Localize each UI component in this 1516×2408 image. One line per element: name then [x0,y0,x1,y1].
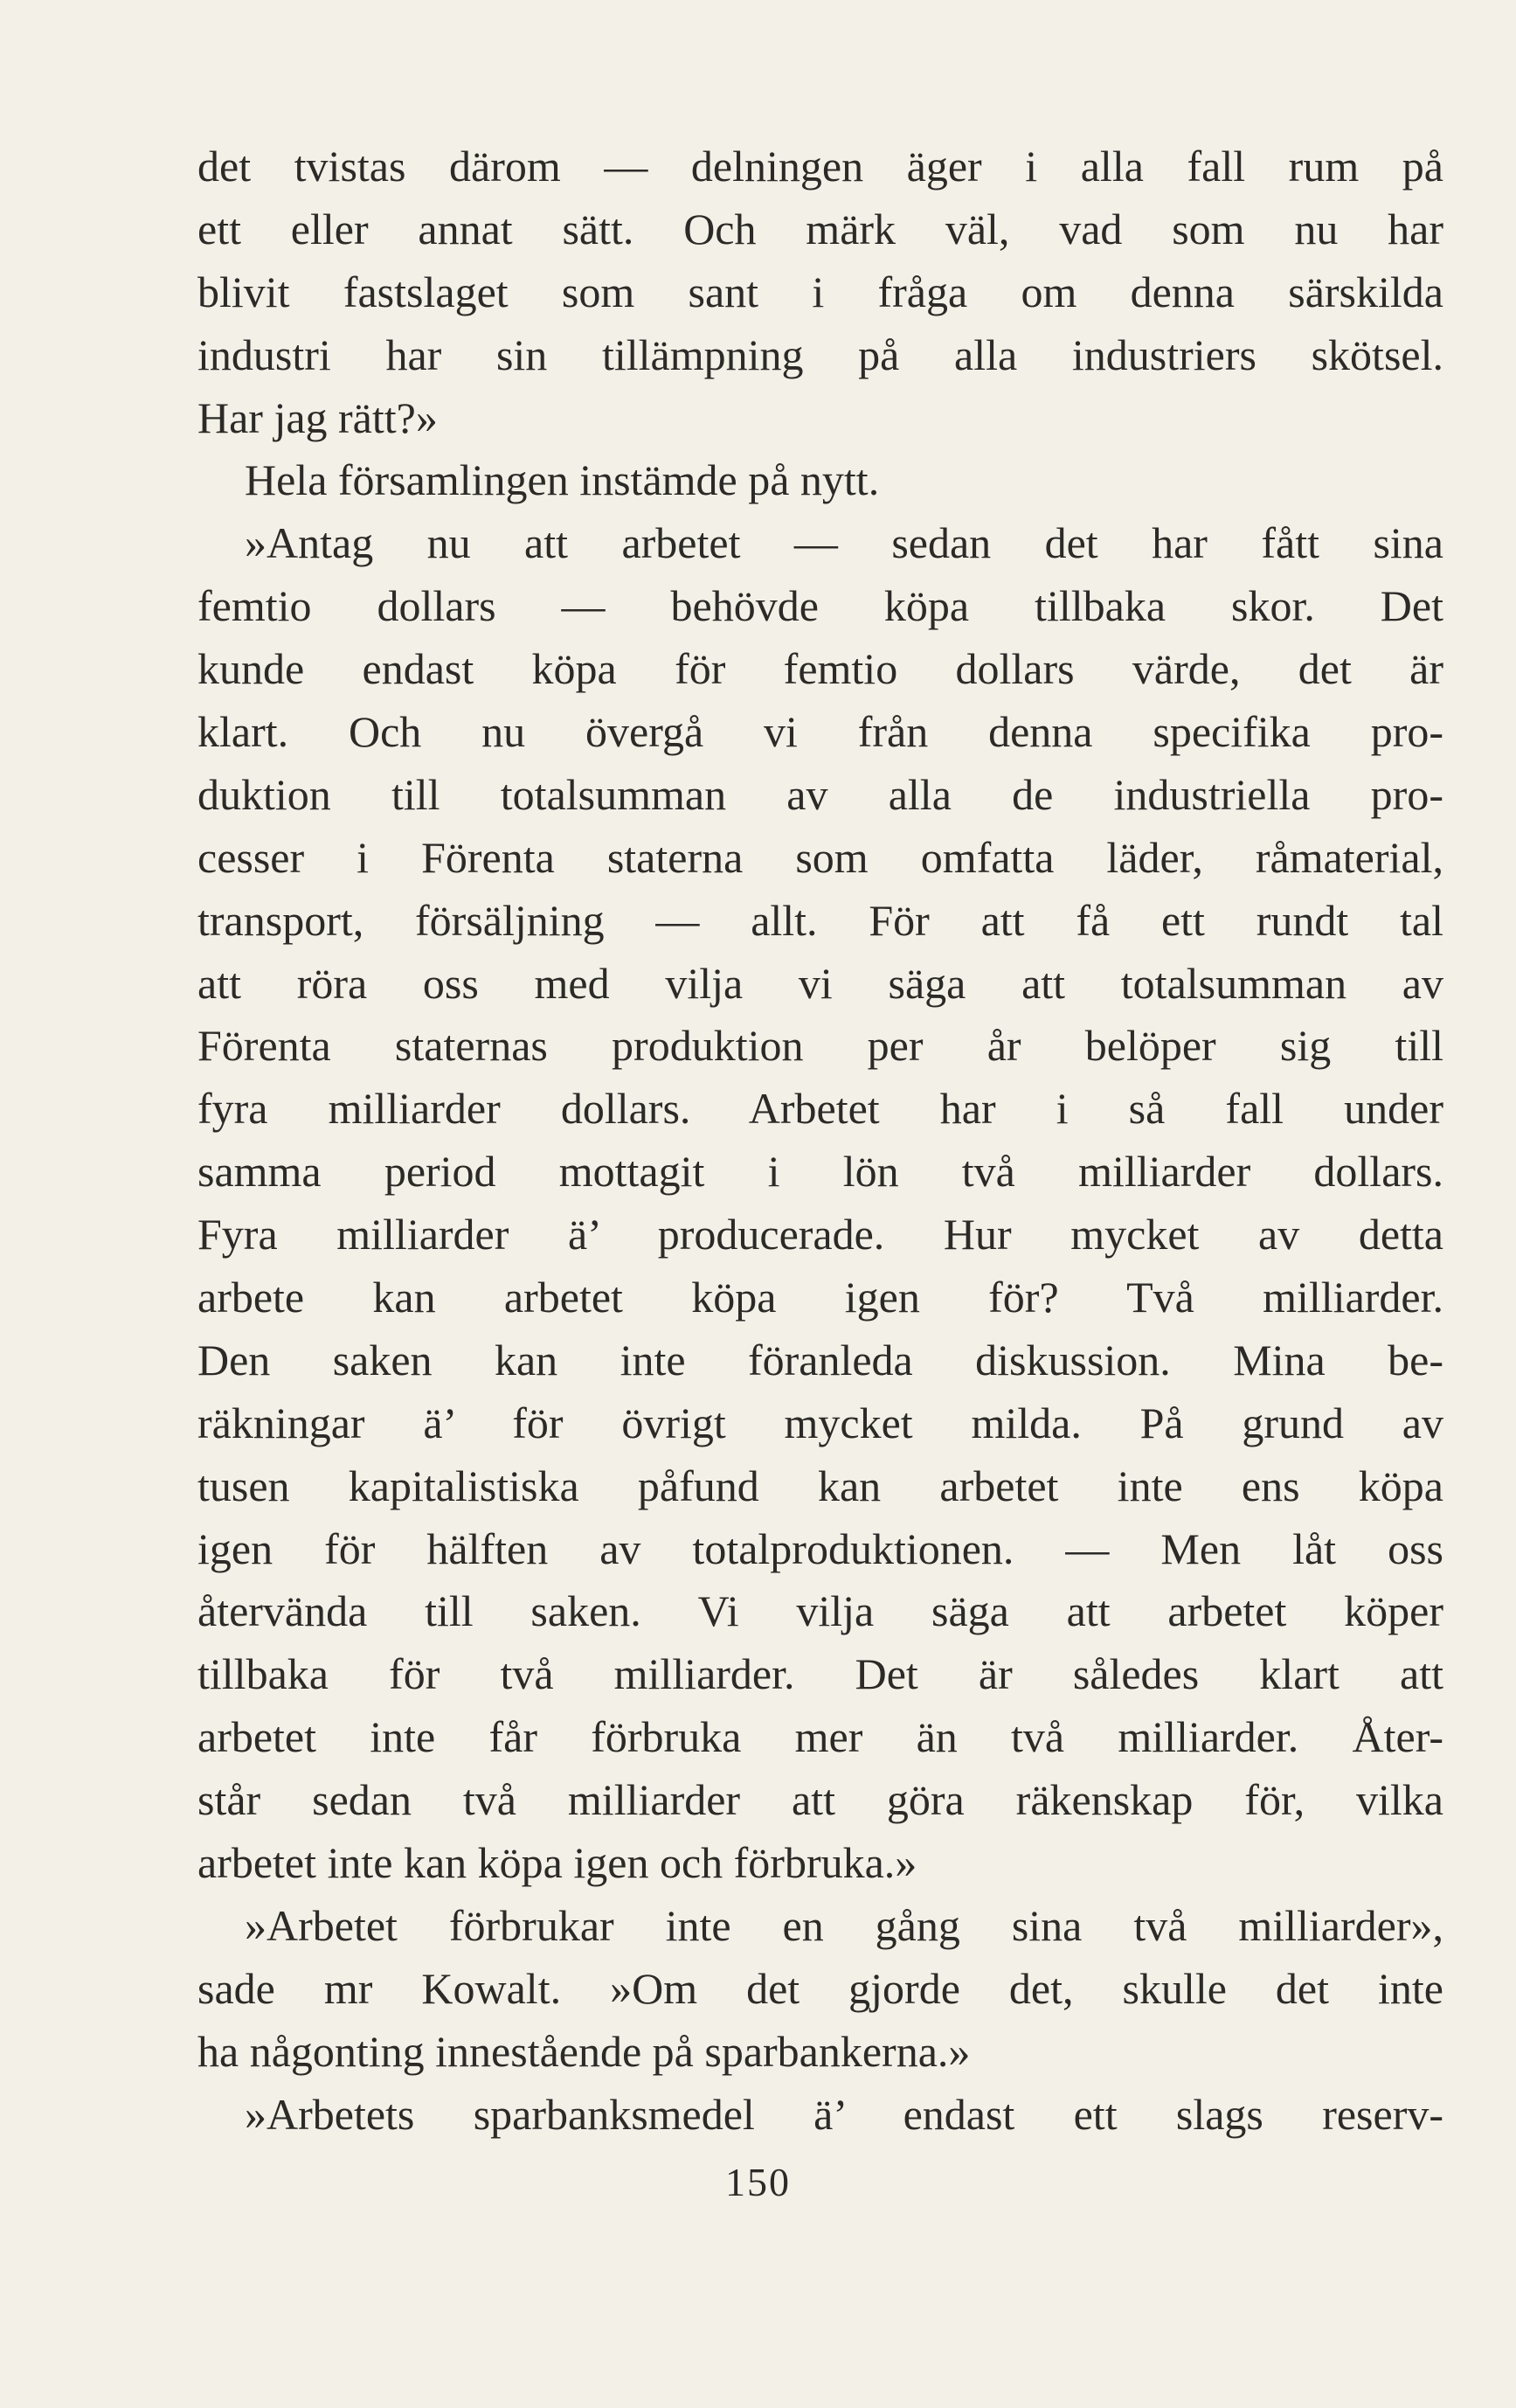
text-line: det tvistas därom — delningen äger i alla fall rum på [197,142,1443,191]
text-line: klart. Och nu övergå vi från denna specifika pro- [197,707,1443,757]
text-line: står sedan två milliarder att göra räkenskap för, vilka [197,1775,1443,1825]
text-line: fyra milliarder dollars. Arbetet har i så fall under [197,1084,1443,1134]
text-line: Hela församlingen instämde på nytt. [245,455,880,505]
text-line: cesser i Förenta staterna som omfatta läder, råmaterial, [197,832,1443,882]
text-line: blivit fastslaget som sant i fråga om denna särskilda [197,267,1443,316]
text-line: arbetet inte får förbruka mer än två milliarder. Åter- [197,1712,1443,1762]
text-line: ett eller annat sätt. Och märk väl, vad som nu har [197,204,1443,253]
text-line: »Antag nu att arbetet — sedan det har fått sina [245,518,1443,568]
text-line: sade mr Kowalt. »Om det gjorde det, skulle det inte [197,1963,1443,2013]
text-line: att röra oss med vilja vi säga att totalsumman av [197,958,1443,1008]
text-line: återvända till saken. Vi vilja säga att arbetet köper [197,1586,1443,1636]
text-line: industri har sin tillämpning på alla industriers skötsel. [197,330,1443,379]
text-line: arbete kan arbetet köpa igen för? Två milliarder. [197,1273,1443,1322]
text-line: duktion till totalsumman av alla de industriella pro- [197,769,1443,819]
text-line: Förenta staternas produktion per år belöper sig till [197,1021,1443,1071]
text-line: »Arbetets sparbanksmedel ä’ endast ett slags reserv- [245,2089,1443,2139]
text-line: samma period mottagit i lön två milliarder dollars. [197,1147,1443,1197]
text-line: igen för hälften av totalproduktionen. — Men låt oss [197,1523,1443,1573]
body-text [197,135,1443,2147]
page-number: 150 [725,2160,791,2204]
text-line: tillbaka för två milliarder. Det är således klart att [197,1649,1443,1699]
text-line: »Arbetet förbrukar inte en gång sina två milliarder», [245,1900,1443,1950]
text-line: Den saken kan inte föranleda diskussion. Mina be- [197,1335,1443,1384]
text-line: tusen kapitalistiska påfund kan arbetet inte ens köpa [197,1461,1443,1510]
text-line: ha någonting innestående på sparbankerna.» [197,2026,971,2076]
text-line: Fyra milliarder ä’ producerade. Hur mycket av detta [197,1210,1443,1260]
text-line: femtio dollars — behövde köpa tillbaka skor. Det [197,581,1443,631]
text-line: Har jag rätt?» [197,392,438,442]
text-line: arbetet inte kan köpa igen och förbruka.» [197,1838,917,1888]
text-line: transport, försäljning — allt. För att få ett rundt tal [197,895,1443,945]
text-line: räkningar ä’ för övrigt mycket milda. På grund av [197,1398,1443,1447]
text-line: kunde endast köpa för femtio dollars värde, det är [197,644,1443,694]
